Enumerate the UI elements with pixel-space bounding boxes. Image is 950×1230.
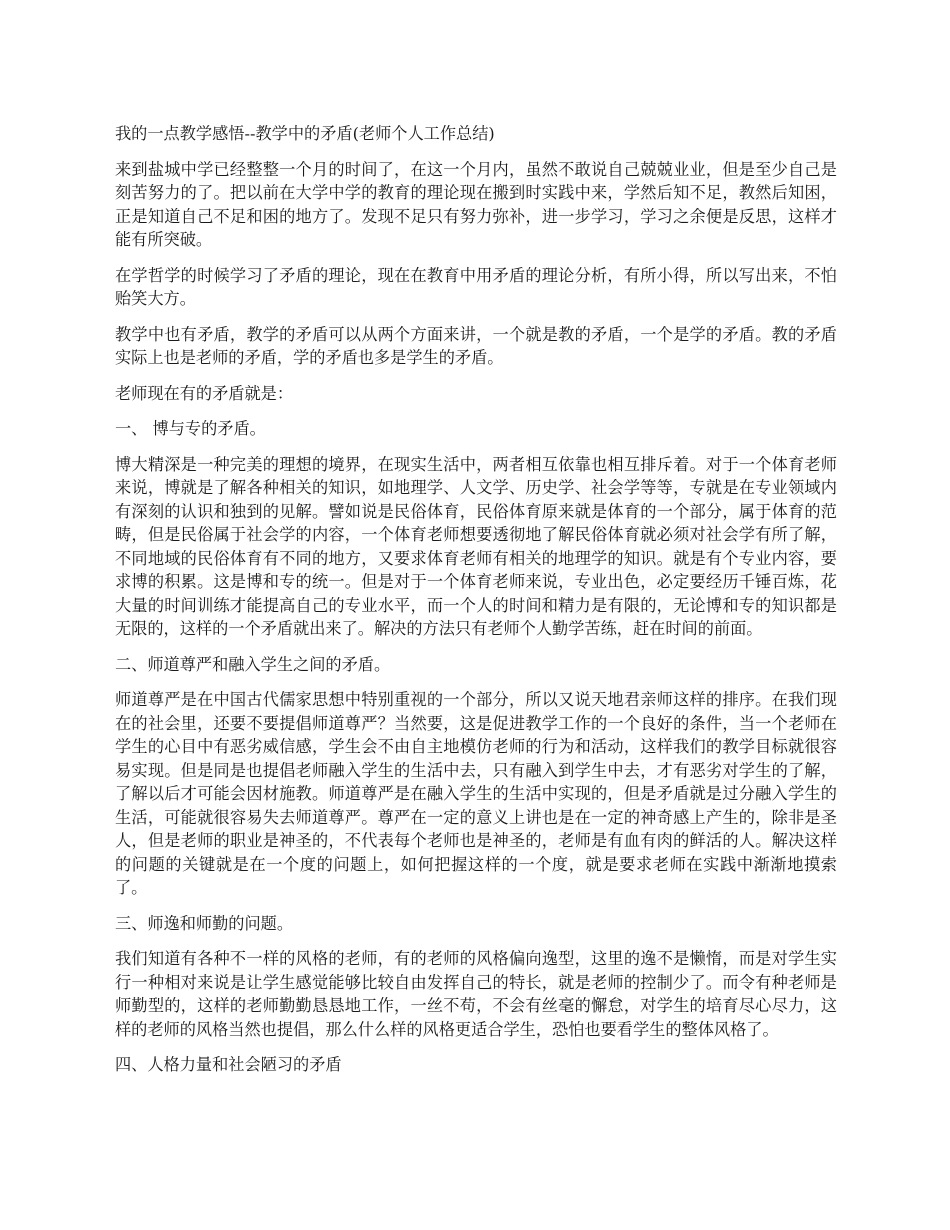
section-heading-2: 二、师道尊严和融入学生之间的矛盾。 xyxy=(115,654,391,674)
document-page xyxy=(115,122,837,1089)
paragraph-teacher-contradictions-intro: 老师现在有的矛盾就是： xyxy=(115,383,294,403)
section-heading-4: 四、人格力量和社会陋习的矛盾 xyxy=(115,1055,342,1074)
section-heading-3: 三、师逸和师勤的问题。 xyxy=(115,913,294,933)
paragraph-teacher-dignity: 师道尊严是在中国古代儒家思想中特别重视的一个部分，所以又说天地君亲师这样的排序。在我们现在的社会里，还要不要提倡师道尊严？当然要，这是促进教学工作的一个良好的条件，当一个老师在学生的心目中有恶劣威信感，学生会不由自主地模仿老师的行为和活动，这样我们的教学目标就很容易实现。但是同是也提倡老师融入学生的生活中去，只有融入到学生中去，才有恶劣对学生的了解，了解以后才可能会因材施教。师道尊严是在融入学生的生活中实现的，但是矛盾就是过分融入学生的生活，可能就很容易失去师道尊严。尊严在一定的意义上讲也是在一定的神奇感上产生的，除非是圣人，但是老师的职业是神圣的，不代表每个老师也是神圣的，老师是有血有肉的鲜活的人。解决这样的问题的关键就是在一个度的问题上，如何把握这样的一个度，就是要求老师在实践中渐渐地摸索了。 xyxy=(115,690,837,897)
paragraph-philosophy: 在学哲学的时候学习了矛盾的理论，现在在教育中用矛盾的理论分析，有所小得，所以写出来，不怕贻笑大方。 xyxy=(115,265,837,308)
section-heading-1: 一、 博与专的矛盾。 xyxy=(115,419,266,438)
document-title: 我的一点教学感悟--教学中的矛盾(老师个人工作总结) xyxy=(115,124,495,143)
paragraph-breadth-depth: 博大精深是一种完美的理想的境界，在现实生活中，两者相互依靠也相互排斥着。对于一个体育老师来说，博就是了解各种相关的知识，如地理学、人文学、历史学、社会学等等，专就是在专业领域内有深刻的认识和独到的见解。譬如说是民俗体育，民俗体育原来就是体育的一个部分，属于体育的范畴，但是民俗属于社会学的内容，一个体育老师想要透彻地了解民俗体育就必须对社会学有所了解，不同地域的民俗体育有不同的地方，又要求体育老师有相关的地理学的知识。就是有个专业内容，要求博的积累。这是博和专的统一。但是对于一个体育老师来说，专业出色，必定要经历千锤百炼，花大量的时间训练才能提高自己的专业水平，而一个人的时间和精力是有限的，无论博和专的知识都是无限的，这样的一个矛盾就出来了。解决的方法只有老师个人勤学苦练，赶在时间的前面。 xyxy=(115,454,837,638)
paragraph-intro: 来到盐城中学已经整整一个月的时间了，在这一个月内，虽然不敢说自己兢兢业业，但是至少自己是刻苦努力的了。把以前在大学中学的教育的理论现在搬到时实践中来，学然后知不足，教然后知困，正是知道自己不足和困的地方了。发现不足只有努力弥补，进一步学习，学习之余便是反思，这样才能有所突破。 xyxy=(115,159,837,249)
paragraph-teaching-styles: 我们知道有各种不一样的风格的老师，有的老师的风格偏向逸型，这里的逸不是懒惰，而是对学生实行一种相对来说是让学生感觉能够比较自由发挥自己的特长，就是老师的控制少了。而令有种老师是师勤型的，这样的老师勤勤恳恳地工作，一丝不苟，不会有丝毫的懈怠，对学生的培育尽心尽力，这样的老师的风格当然也提倡，那么什么样的风格更适合学生，恐怕也要看学生的整体风格了。 xyxy=(115,949,837,1039)
paragraph-teaching-contradictions: 教学中也有矛盾，教学的矛盾可以从两个方面来讲，一个就是教的矛盾，一个是学的矛盾。教的矛盾实际上也是老师的矛盾，学的矛盾也多是学生的矛盾。 xyxy=(115,324,837,367)
